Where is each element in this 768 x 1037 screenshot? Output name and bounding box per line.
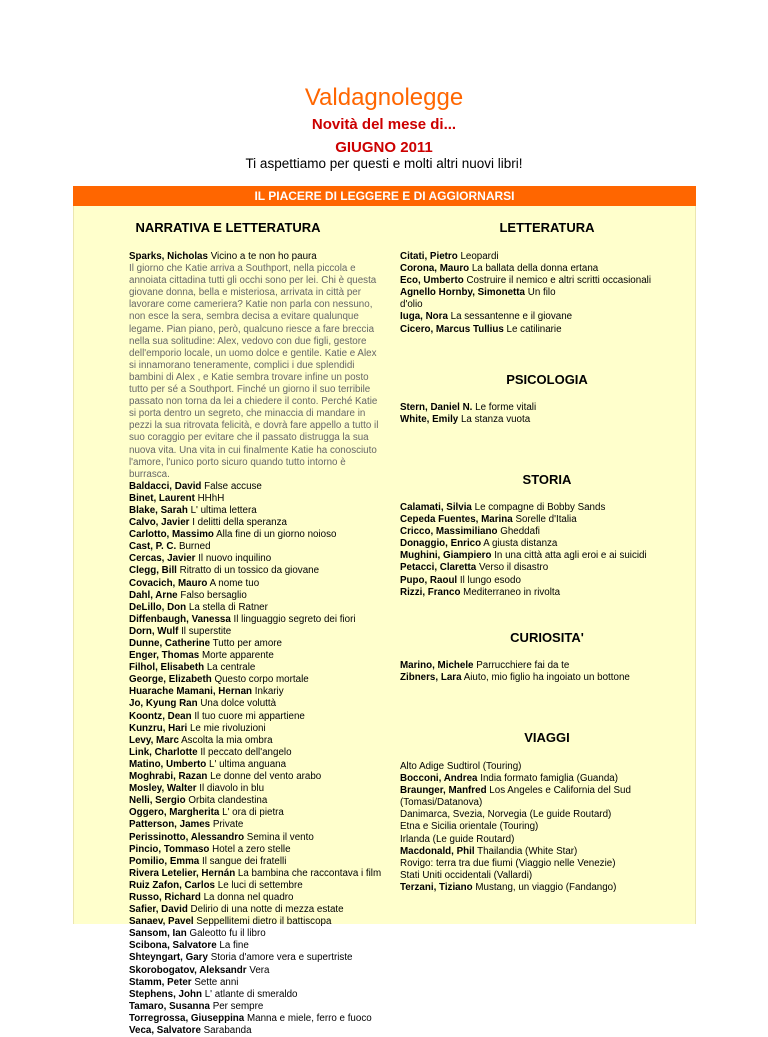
book-entry [129, 795, 384, 807]
book-title: Stati Uniti occidentali (Vallardi) [400, 869, 533, 881]
book-author: Terzani, Tiziano [400, 881, 473, 893]
book-title: L' ultima lettera [190, 504, 257, 516]
book-author: Torregrossa, Giuseppina [129, 1012, 245, 1024]
book-entry [129, 553, 384, 565]
book-author: Moghrabi, Razan [129, 771, 208, 783]
book-title: Le mie rivoluzioni [189, 722, 266, 734]
book-title: Sarabanda [203, 1025, 252, 1036]
book-entry [400, 263, 690, 275]
book-title: Burned [178, 541, 211, 553]
book-entry [400, 660, 690, 672]
book-title: d'olio [400, 299, 423, 311]
section-bar: IL PIACERE DI LEGGERE E DI AGGIORNARSI [73, 186, 696, 206]
book-entry [400, 821, 690, 833]
book-entry [400, 846, 690, 858]
book-entry [129, 578, 384, 590]
heading-letteratura: LETTERATURA [499, 220, 595, 235]
book-title: Delirio di una notte di mezza estate [190, 904, 344, 916]
book-author: Cricco, Massimiliano [400, 526, 498, 538]
book-entry [129, 541, 384, 553]
book-author: Macdonald, Phil [400, 845, 475, 857]
book-title: Le donne del vento arabo [210, 771, 322, 783]
book-entry [400, 882, 690, 894]
book-title: Leopardi [460, 251, 499, 262]
book-author: Citati, Pietro [400, 251, 458, 262]
book-author: Binet, Laurent [129, 492, 195, 504]
book-author: Veca, Salvatore [129, 1025, 201, 1036]
book-title: Ascolta la mia ombra [181, 734, 273, 746]
book-title: Mediterraneo in rivolta [463, 586, 561, 598]
book-author: Covacich, Mauro [129, 577, 208, 589]
book-author: Stern, Daniel N. [400, 402, 473, 413]
tagline: Ti aspettiamo per questi e molti altri nuovi libri! [245, 156, 523, 171]
book-entry [400, 311, 690, 323]
book-entry [129, 868, 384, 880]
book-entry [400, 797, 690, 809]
book-entry [129, 698, 384, 710]
book-title: L' ultima anguana [209, 758, 287, 770]
book-entry [400, 502, 690, 514]
book-author: Carlotto, Massimo [129, 529, 214, 541]
book-title: La donna nel quadro [203, 891, 294, 903]
book-entry [400, 402, 690, 414]
book-entry [400, 785, 690, 797]
book-author: Skorobogatov, Aleksandr [129, 964, 247, 976]
book-author: Cercas, Javier [129, 553, 196, 565]
book-author: Braunger, Manfred [400, 785, 487, 797]
book-entry [129, 723, 384, 735]
book-title: Thailandia (White Star) [477, 845, 578, 857]
book-title: Inkariy [254, 686, 284, 698]
book-entry [129, 517, 384, 529]
book-title: Parrucchiere fai da te [476, 660, 570, 671]
book-title: India formato famiglia (Guanda) [480, 773, 618, 785]
book-title: Danimarca, Svezia, Norvegia (Le guide Routard) [400, 809, 612, 821]
book-title: Private [212, 819, 244, 831]
book-title: La bambina che raccontava i film [237, 867, 382, 879]
book-entry [129, 759, 384, 771]
book-author: Clegg, Bill [129, 565, 177, 577]
book-title: Etna e Sicilia orientale (Touring) [400, 821, 539, 833]
book-entry [129, 590, 384, 602]
book-entry [129, 892, 384, 904]
book-title: A nome tuo [209, 577, 260, 589]
book-title: Seppellitemi dietro il battiscopa [196, 916, 332, 928]
book-author: Stamm, Peter [129, 976, 192, 988]
book-entry [400, 587, 690, 599]
book-title: Morte apparente [201, 650, 274, 662]
curiosita-list [400, 660, 690, 684]
book-entry [129, 674, 384, 686]
book-entry [400, 761, 690, 773]
page-title: Valdagnolegge [304, 84, 464, 111]
book-author: Dahl, Arne [129, 589, 178, 601]
book-author: Tamaro, Susanna [129, 1000, 210, 1012]
book-author: Petacci, Claretta [400, 562, 477, 574]
book-author: Cicero, Marcus Tullius [400, 323, 504, 335]
book-author: Koontz, Dean [129, 710, 192, 722]
book-author: Eco, Umberto [400, 275, 464, 287]
viaggi-list [400, 761, 690, 894]
book-title: Il peccato dell'angelo [200, 746, 292, 758]
narrativa-entries [129, 481, 384, 1037]
book-author: Rivera Letelier, Hernán [129, 867, 236, 879]
book-entry [129, 735, 384, 747]
book-entry [400, 324, 690, 336]
book-entry [129, 783, 384, 795]
book-title: I delitti della speranza [192, 517, 287, 529]
book-author: Link, Charlotte [129, 746, 198, 758]
book-author: Agnello Hornby, Simonetta [400, 287, 526, 299]
book-entry [129, 1013, 384, 1025]
book-title: Il diavolo in blu [199, 783, 265, 795]
book-entry [400, 514, 690, 526]
book-title: Le forme vitali [475, 402, 537, 413]
book-title: In una città atta agli eroi e ai suicidi [494, 550, 647, 562]
book-entry [129, 686, 384, 698]
book-title: Le compagne di Bobby Sands [474, 502, 606, 513]
book-author: Filhol, Elisabeth [129, 662, 205, 674]
book-synopsis: Il giorno che Katie arriva a Southport, nella piccola e annoiata cittadina tutti gli occhi sono per lei. Chi è questa giovane donna, bella e misteriosa, arrivata in città per lavorare come cameriera? Katie non parla con nessuno, non esce la sera, sembra decisa a evitare qualunque legame. Pian piano, però, qualcuno riesce a fare breccia nella sua solitudine: Alex, vedovo con due figli, gestore dell'emporio locale, un uomo dolce e gentile. Katie e Alex si innamorano teneramente, complici i due splendidi bambini di Alex , e Katie sembra trovare infine un posto tutto per sé a Southport. Finché un giorno il suo terribile passato non torna da lei a chiedere il conto. Perché Katie si porta dentro un segreto, che minaccia di mandare in pezzi la sua ritrovata felicità, e dovrà fare appello a tutto il suo coraggio per evitare che il passato distrugga la sua nuova vita. Una vita in cui finalmente Katie ha conosciuto l'amore, l'unico porto sicuro quando tutto intorno è burrasca. [129, 263, 379, 480]
book-entry [129, 711, 384, 723]
page-subtitle: Novità del mese di... [311, 116, 457, 133]
book-author: Jo, Kyung Ran [129, 698, 198, 710]
book-author: Ruiz Zafon, Carlos [129, 879, 216, 891]
storia-list [400, 502, 690, 599]
book-entry [400, 858, 690, 870]
book-entry [400, 299, 690, 311]
book-author: George, Elizabeth [129, 674, 212, 686]
book-title: Questo corpo mortale [214, 674, 309, 686]
book-entry [400, 287, 690, 299]
book-title: Un filo [527, 287, 556, 299]
book-author: Sansom, Ian [129, 928, 187, 940]
book-entry [129, 832, 384, 844]
book-author: Oggero, Margherita [129, 807, 220, 819]
book-author: Pupo, Raoul [400, 574, 458, 586]
book-title: Aiuto, mio figlio ha ingoiato un bottone [463, 672, 630, 684]
book-author: Shteyngart, Gary [129, 952, 208, 964]
book-entry [400, 414, 690, 426]
book-author: Cepeda Fuentes, Marina [400, 514, 513, 526]
book-entry [129, 856, 384, 868]
book-author: White, Emily [400, 414, 459, 426]
book-title: La fine [219, 940, 249, 952]
book-entry [129, 747, 384, 759]
book-author: Pincio, Tommaso [129, 843, 210, 855]
book-title: La stanza vuota [460, 414, 531, 426]
heading-curiosita: CURIOSITA' [510, 630, 584, 645]
heading-psicologia: PSICOLOGIA [506, 372, 588, 387]
book-entry [400, 526, 690, 538]
book-title: Gheddafi [500, 526, 540, 538]
book-title: Ritratto di un tossico da giovane [179, 565, 320, 577]
book-author: Blake, Sarah [129, 504, 188, 516]
book-author: Mosley, Walter [129, 783, 197, 795]
book-entry [400, 672, 690, 684]
book-entry [129, 807, 384, 819]
book-entry [129, 1001, 384, 1013]
book-author: Marino, Michele [400, 660, 474, 671]
book-title: (Tomasi/Datanova) [400, 797, 483, 809]
book-author: Cast, P. C. [129, 541, 177, 553]
book-entry [400, 538, 690, 550]
book-title: La centrale [206, 662, 256, 674]
book-author: Huarache Mamani, Hernan [129, 686, 253, 698]
book-title: Alto Adige Sudtirol (Touring) [400, 761, 522, 772]
book-entry [129, 916, 384, 928]
book-title: False accuse [204, 480, 262, 492]
book-entry [400, 550, 690, 562]
book-title: Il linguaggio segreto dei fiori [233, 613, 356, 625]
book-author: Dorn, Wulf [129, 625, 179, 637]
book-author: Baldacci, David [129, 480, 202, 492]
book-author: Levy, Marc [129, 734, 179, 746]
book-entry [129, 952, 384, 964]
book-title: Galeotto fu il libro [189, 928, 266, 940]
book-title: Vicino a te non ho paura [210, 251, 317, 262]
book-entry [129, 565, 384, 577]
book-author: Rizzi, Franco [400, 586, 461, 598]
book-entry [129, 904, 384, 916]
book-entry [129, 626, 384, 638]
book-title: La sessantenne e il giovane [450, 311, 573, 323]
book-entry [129, 1025, 384, 1037]
book-entry [129, 819, 384, 831]
book-author: Scibona, Salvatore [129, 940, 217, 952]
book-entry [129, 771, 384, 783]
book-entry [129, 493, 384, 505]
psicologia-list [400, 402, 690, 426]
book-author: Russo, Richard [129, 891, 201, 903]
book-title: Irlanda (Le guide Routard) [400, 833, 515, 845]
book-title: Verso il disastro [478, 562, 549, 574]
book-entry [129, 529, 384, 541]
book-entry [400, 251, 690, 263]
book-entry [129, 251, 384, 263]
book-author: Zibners, Lara [400, 672, 462, 684]
book-author: Mughini, Giampiero [400, 550, 492, 562]
book-entry [129, 614, 384, 626]
book-title: Le luci di settembre [217, 879, 303, 891]
narrativa-list [129, 251, 384, 1037]
book-entry [129, 662, 384, 674]
book-entry [129, 880, 384, 892]
book-entry [400, 809, 690, 821]
book-title: A giusta distanza [483, 538, 558, 550]
book-author: Diffenbaugh, Vanessa [129, 613, 231, 625]
book-title: Los Angeles e California del Sud [489, 785, 631, 797]
book-author: Iuga, Nora [400, 311, 448, 323]
book-entry [400, 834, 690, 846]
book-author: Corona, Mauro [400, 263, 470, 275]
book-title: Per sempre [212, 1000, 264, 1012]
book-entry [400, 575, 690, 587]
book-title: Semina il vento [246, 831, 314, 843]
letteratura-list [400, 251, 690, 336]
book-entry [129, 638, 384, 650]
heading-storia: STORIA [522, 472, 572, 487]
book-title: Falso bersaglio [180, 589, 247, 601]
book-title: La ballata della donna ertana [471, 263, 599, 275]
book-title: Costruire il nemico e altri scritti occasionali [466, 275, 652, 287]
book-title: Il sangue dei fratelli [201, 855, 287, 867]
book-title: Il superstite [181, 625, 232, 637]
book-author: Kunzru, Hari [129, 722, 188, 734]
book-title: Manna e miele, ferro e fuoco [246, 1012, 372, 1024]
book-author: Dunne, Catherine [129, 638, 211, 649]
book-author: DeLillo, Don [129, 601, 187, 613]
book-title: Sorelle d'Italia [515, 514, 577, 526]
book-entry [129, 844, 384, 856]
book-title: Alla fine di un giorno noioso [216, 529, 337, 541]
book-title: Tutto per amore [212, 638, 282, 649]
heading-viaggi: VIAGGI [524, 730, 570, 745]
book-entry [400, 275, 690, 287]
book-entry [129, 505, 384, 517]
book-title: Sette anni [194, 976, 239, 988]
book-entry [129, 650, 384, 662]
book-title: Storia d'amore vera e supertriste [210, 952, 353, 964]
book-title: Vera [249, 964, 270, 976]
book-entry [129, 928, 384, 940]
heading-narrativa: NARRATIVA E LETTERATURA [135, 220, 321, 235]
book-title: Rovigo: terra tra due fiumi (Viaggio nelle Venezie) [400, 857, 616, 869]
book-title: Il tuo cuore mi appartiene [194, 710, 305, 722]
book-author: Stephens, John [129, 988, 202, 1000]
book-entry [129, 965, 384, 977]
month-heading: GIUGNO 2011 [335, 139, 433, 156]
book-title: Orbita clandestina [188, 795, 268, 807]
book-author: Calamati, Silvia [400, 502, 472, 513]
book-entry [400, 870, 690, 882]
book-author: Patterson, James [129, 819, 211, 831]
book-title: La stella di Ratner [188, 601, 268, 613]
book-entry [400, 773, 690, 785]
book-title: Il lungo esodo [459, 574, 521, 586]
book-entry [129, 977, 384, 989]
book-title: Le catilinarie [506, 323, 562, 335]
book-author: Calvo, Javier [129, 517, 190, 529]
book-entry [129, 602, 384, 614]
book-author: Bocconi, Andrea [400, 773, 478, 785]
book-author: Sparks, Nicholas [129, 251, 208, 262]
book-author: Matino, Umberto [129, 758, 207, 770]
book-author: Perissinotto, Alessandro [129, 831, 245, 843]
book-title: L' atlante di smeraldo [204, 988, 298, 1000]
book-author: Enger, Thomas [129, 650, 200, 662]
book-title: HHhH [197, 492, 225, 504]
book-title: Una dolce voluttà [200, 698, 277, 710]
book-title: Mustang, un viaggio (Fandango) [475, 881, 617, 893]
book-author: Sanaev, Pavel [129, 916, 194, 928]
book-author: Pomilio, Emma [129, 855, 200, 867]
book-title: L' ora di pietra [222, 807, 284, 819]
book-title: Hotel a zero stelle [212, 843, 291, 855]
book-entry [129, 989, 384, 1001]
book-title: Il nuovo inquilino [198, 553, 272, 565]
book-entry [129, 481, 384, 493]
book-author: Donaggio, Enrico [400, 538, 482, 550]
book-entry [129, 940, 384, 952]
book-author: Nelli, Sergio [129, 795, 186, 807]
book-author: Safier, David [129, 904, 188, 916]
book-entry [400, 562, 690, 574]
